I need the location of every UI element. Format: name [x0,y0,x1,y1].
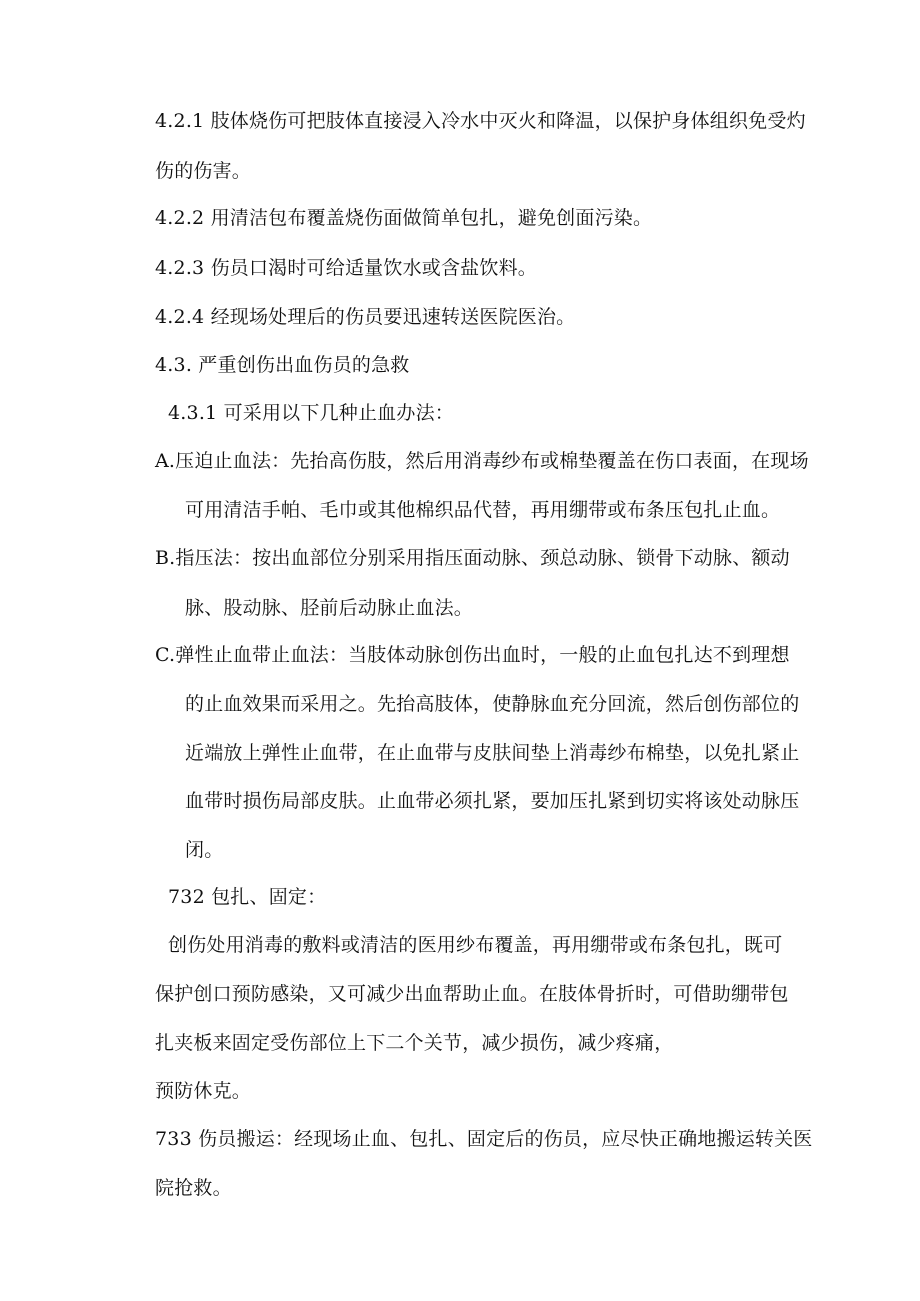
text-line: 预防休克。 [155,1080,252,1102]
text-line: 733 伤员搬运：经现场止血、包扎、固定后的伤员，应尽快正确地搬运转关医 [155,1128,813,1150]
text-line: 伤的伤害。 [155,160,252,182]
list-item-b-line: 脉、股动脉、胫前后动脉止血法。 [185,597,474,619]
text-line: 创伤处用消毒的敷料或清洁的医用纱布覆盖，再用绷带或布条包扎，既可 [168,934,783,956]
list-item-c-line: 闭。 [185,839,224,861]
text-line: 保护创口预防感染，又可减少出血帮助止血。在肢体骨折时，可借助绷带包 [155,983,789,1005]
text-line: 4.2.2 用清洁包布覆盖烧伤面做简单包扎，避免创面污染。 [155,207,653,229]
text-line: 扎夹板来固定受伤部位上下二个关节，减少损伤，减少疼痛， [155,1032,674,1054]
list-item-c-line: C.弹性止血带止血法：当肢体动脉创伤出血时，一般的止血包扎达不到理想 [155,644,790,666]
section-heading: 732 包扎、固定： [168,886,327,908]
list-item-c-line: 血带时损伤局部皮肤。止血带必须扎紧，要加压扎紧到切实将该处动脉压 [185,790,800,812]
text-line: 4.2.3 伤员口渴时可给适量饮水或含盐饮料。 [155,257,537,279]
list-item-c-line: 的止血效果而采用之。先抬高肢体，使静脉血充分回流，然后创伤部位的 [185,693,800,715]
text-line: 4.3.1 可采用以下几种止血办法： [168,402,454,424]
list-item-b-line: B.指压法：按出血部位分别采用指压面动脉、颈总动脉、锁骨下动脉、额动 [155,547,790,569]
text-line: 院抢救。 [155,1177,232,1199]
section-heading: 4.3. 严重创伤出血伤员的急救 [155,354,410,376]
list-item-a-line: 可用清洁手帕、毛巾或其他棉织品代替，再用绷带或布条压包扎止血。 [185,499,781,521]
list-item-a-line: A.压迫止血法：先抬高伤肢，然后用消毒纱布或棉垫覆盖在伤口表面，在现场 [155,450,809,472]
list-item-c-line: 近端放上弹性止血带，在止血带与皮肤间垫上消毒纱布棉垫，以免扎紧止 [185,742,800,764]
text-line: 4.2.1 肢体烧伤可把肢体直接浸入冷水中灭火和降温，以保护身体组织免受灼 [155,110,806,132]
text-line: 4.2.4 经现场处理后的伤员要迅速转送医院医治。 [155,306,576,328]
